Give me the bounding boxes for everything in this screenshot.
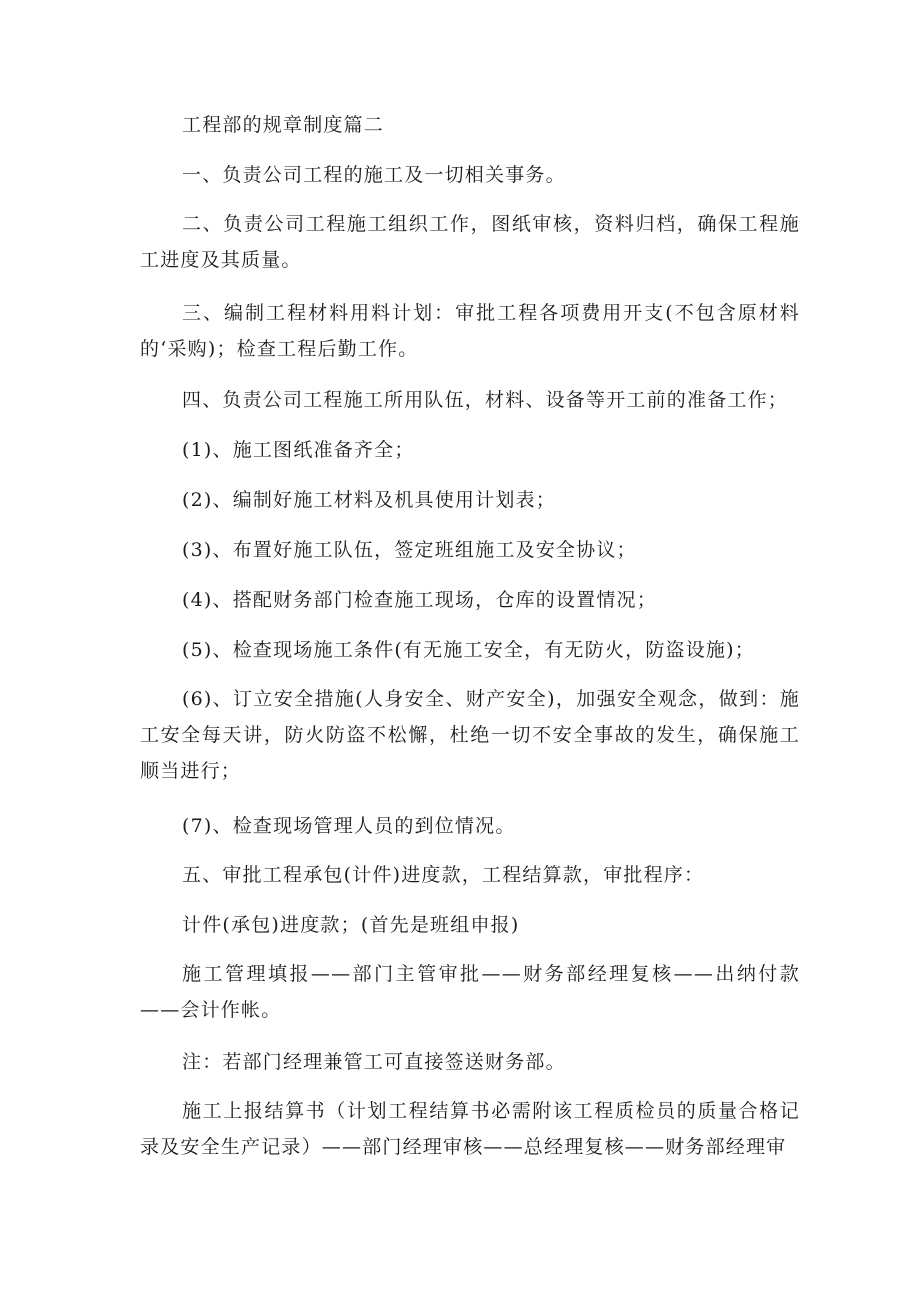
paragraph: (2)、编制好施工材料及机具使用计划表；: [182, 489, 556, 511]
paragraph: 施工管理填报——部门主管审批——财务部经理复核——出纳付款——会计作帐。: [140, 963, 800, 1021]
paragraph: 五、审批工程承包(计件)进度款，工程结算款，审批程序：: [182, 864, 705, 886]
paragraph: 注：若部门经理兼管工可直接签送财务部。: [182, 1051, 566, 1073]
paragraph: (5)、检查现场施工条件(有无施工安全，有无防火，防盗设施)；: [182, 639, 755, 661]
paragraph: (4)、搭配财务部门检查施工现场，仓库的设置情况；: [182, 589, 657, 611]
paragraph: 二、负责公司工程施工组织工作，图纸审核，资料归档，确保工程施工进度及其质量。: [140, 213, 800, 271]
paragraph: 计件(承包)进度款；(首先是班组申报): [182, 914, 520, 936]
paragraph: (7)、检查现场管理人员的到位情况。: [182, 815, 516, 837]
document-title: 工程部的规章制度篇二: [182, 114, 385, 136]
paragraph: 一、负责公司工程的施工及一切相关事务。: [182, 164, 566, 186]
paragraph: (1)、施工图纸准备齐全；: [182, 439, 415, 461]
paragraph: 三、编制工程材料用料计划：审批工程各项费用开支(不包含原材料的‘采购)；检查工程后勤工作。: [140, 302, 800, 360]
paragraph: 四、负责公司工程施工所用队伍，材料、设备等开工前的准备工作；: [182, 389, 789, 411]
paragraph: (6)、订立安全措施(人身安全、财产安全)，加强安全观念，做到：施工安全每天讲，防火防盗不松懈，杜绝一切不安全事故的发生，确保施工顺当进行；: [140, 688, 800, 782]
paragraph: 施工上报结算书（计划工程结算书必需附该工程质检员的质量合格记录及安全生产记录）——部门经理审核——总经理复核——财务部经理审: [140, 1100, 800, 1158]
paragraph: (3)、布置好施工队伍，签定班组施工及安全协议；: [182, 539, 637, 561]
